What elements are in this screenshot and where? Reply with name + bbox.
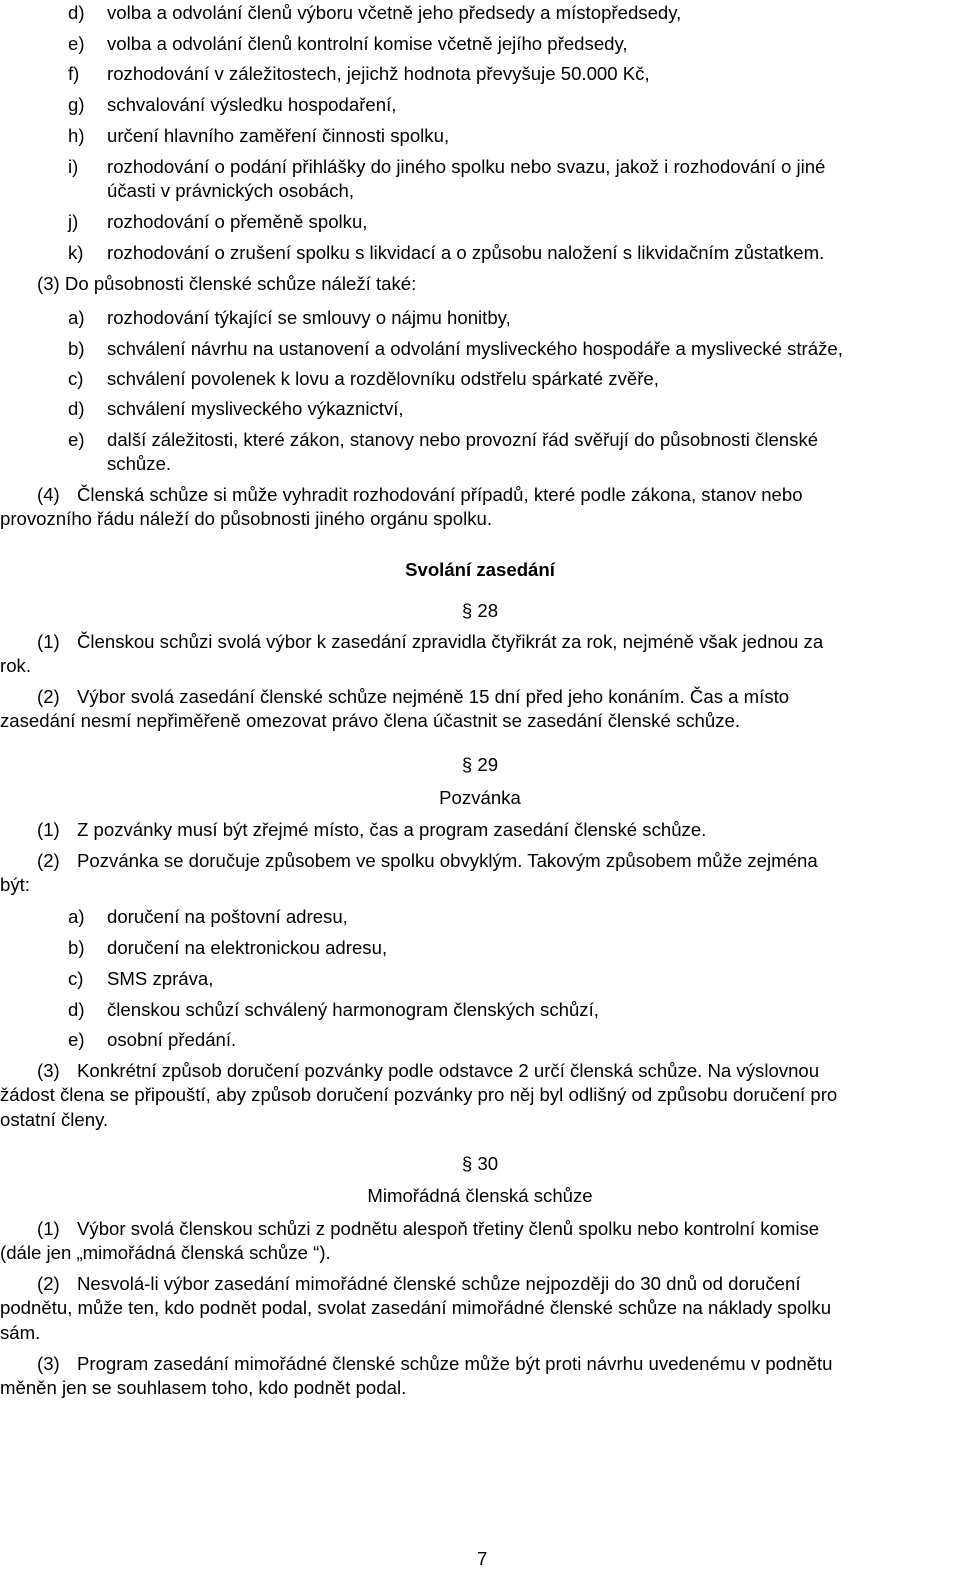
section-number-value: 28 (477, 600, 499, 621)
list-item-text: účasti v právnických osobách, (107, 180, 355, 201)
list-item-text: SMS zpráva, (107, 968, 214, 989)
list-item-label: h) (68, 125, 85, 146)
list-item-label: c) (68, 368, 84, 389)
list-item-label: f) (68, 63, 80, 84)
list-item-label: e) (68, 1029, 85, 1050)
paragraph-number: (2) (37, 686, 60, 707)
paragraph-number: (3) (37, 1353, 60, 1374)
list-item-label: k) (68, 242, 84, 263)
list-item-label: d) (68, 398, 85, 419)
list-item-text: členskou schůzí schválený harmonogram členských schůzí, (107, 999, 599, 1020)
paragraph-text: sám. (0, 1322, 41, 1343)
paragraph-text: Členská schůze si může vyhradit rozhodování případů, které podle zákona, stanov nebo (77, 484, 803, 505)
section-number (0, 754, 960, 776)
list-item-label: i) (68, 156, 79, 177)
paragraph-text: Konkrétní způsob doručení pozvánky podle odstavce 2 určí členská schůze. Na výslovnou (77, 1060, 820, 1081)
list-item-text: volba a odvolání členů výboru včetně jeho předsedy a místopředsedy, (107, 2, 682, 23)
section-number (0, 600, 960, 622)
paragraph-text: Nesvolá-li výbor zasedání mimořádné členské schůze nejpozději do 30 dnů od doručení (77, 1273, 801, 1294)
paragraph-number: (2) (37, 850, 60, 871)
list-item-text: rozhodování o přeměně spolku, (107, 211, 368, 232)
list-item-text: určení hlavního zaměření činnosti spolku, (107, 125, 450, 146)
list-item-label: e) (68, 33, 85, 54)
paragraph-text: ostatní členy. (0, 1109, 109, 1130)
list-item-label: d) (68, 2, 85, 23)
list-item-text: schválení mysliveckého výkaznictví, (107, 398, 404, 419)
paragraph-number: (2) (37, 1273, 60, 1294)
section-sign-icon: § (461, 600, 473, 621)
list-item-text: doručení na elektronickou adresu, (107, 937, 388, 958)
list-item-label: g) (68, 94, 85, 115)
list-item-text: doručení na poštovní adresu, (107, 906, 348, 927)
paragraph-text: Výbor svolá členskou schůzi z podnětu alespoň třetiny členů spolku nebo kontrolní komise (77, 1218, 820, 1239)
list-item-label: j) (68, 211, 79, 232)
paragraph-text: rok. (0, 655, 31, 676)
section-heading: Svolání zasedání (405, 559, 555, 580)
list-item-text: rozhodování o zrušení spolku s likvidací a o způsobu naložení s likvidačním zůstatkem. (107, 242, 825, 263)
list-item-label: a) (68, 307, 85, 328)
paragraph-text: být: (0, 874, 30, 895)
list-item-label: c) (68, 968, 84, 989)
paragraph-text: Z pozvánky musí být zřejmé místo, čas a program zasedání členské schůze. (77, 819, 707, 840)
section-number (0, 1153, 960, 1175)
list-item-label: b) (68, 338, 85, 359)
paragraph-text: zasedání nesmí nepřiměřeně omezovat právo člena účastnit se zasedání členské schůze. (0, 710, 741, 731)
list-item-text: volba a odvolání členů kontrolní komise včetně jejího předsedy, (107, 33, 628, 54)
paragraph-text: Program zasedání mimořádné členské schůze může být proti návrhu uvedenému v podnětu (77, 1353, 833, 1374)
section-sign-icon: § (461, 1153, 473, 1174)
paragraph-number: (1) (37, 819, 60, 840)
paragraph-text: (dále jen „mimořádná členská schůze “). (0, 1242, 331, 1263)
list-item-label: d) (68, 999, 85, 1020)
list-item-text: schvalování výsledku hospodaření, (107, 94, 397, 115)
paragraph-text: Členskou schůzi svolá výbor k zasedání zpravidla čtyřikrát za rok, nejméně však jednou za (77, 631, 824, 652)
section-title: Pozvánka (439, 787, 521, 808)
page-number: 7 (477, 1548, 488, 1569)
list-item-text: rozhodování v záležitostech, jejichž hodnota převyšuje 50.000 Kč, (107, 63, 650, 84)
list-item-text: schválení návrhu na ustanovení a odvolání mysliveckého hospodáře a myslivecké stráže, (107, 338, 843, 359)
paragraph-number: (4) (37, 484, 60, 505)
section-sign-icon: § (461, 754, 473, 775)
paragraph-text: provozního řádu náleží do působnosti jiného orgánu spolku. (0, 508, 493, 529)
paragraph-number: (1) (37, 1218, 60, 1239)
paragraph-text: měněn jen se souhlasem toho, kdo podnět podal. (0, 1377, 407, 1398)
list-item-text: schválení povolenek k lovu a rozdělovníku odstřelu spárkaté zvěře, (107, 368, 659, 389)
section-number-value: 29 (477, 754, 499, 775)
paragraph-number: (3) (37, 1060, 60, 1081)
list-item-text: další záležitosti, které zákon, stanovy nebo provozní řád svěřují do působnosti členské (107, 429, 819, 450)
paragraph-text: žádost člena se připouští, aby způsob doručení pozvánky pro něj byl odlišný od způsobu doručení pro (0, 1084, 838, 1105)
paragraph-text: podnětu, může ten, kdo podnět podal, svolat zasedání mimořádné členské schůze na náklady spolku (0, 1297, 832, 1318)
list-item-text: osobní předání. (107, 1029, 237, 1050)
paragraph-3-heading: (3) Do působnosti členské schůze náleží také: (37, 273, 417, 294)
list-item-text: schůze. (107, 453, 172, 474)
list-item-text: rozhodování týkající se smlouvy o nájmu honitby, (107, 307, 511, 328)
section-number-value: 30 (477, 1153, 499, 1174)
list-item-text: rozhodování o podání přihlášky do jiného spolku nebo svazu, jakož i rozhodování o jiné (107, 156, 826, 177)
list-item-label: b) (68, 937, 85, 958)
section-title: Mimořádná členská schůze (367, 1185, 593, 1206)
paragraph-text: Výbor svolá zasedání členské schůze nejméně 15 dní před jeho konáním. Čas a místo (77, 686, 790, 707)
list-item-label: e) (68, 429, 85, 450)
paragraph-number: (1) (37, 631, 60, 652)
paragraph-text: Pozvánka se doručuje způsobem ve spolku obvyklým. Takovým způsobem může zejména (77, 850, 818, 871)
list-item-label: a) (68, 906, 85, 927)
